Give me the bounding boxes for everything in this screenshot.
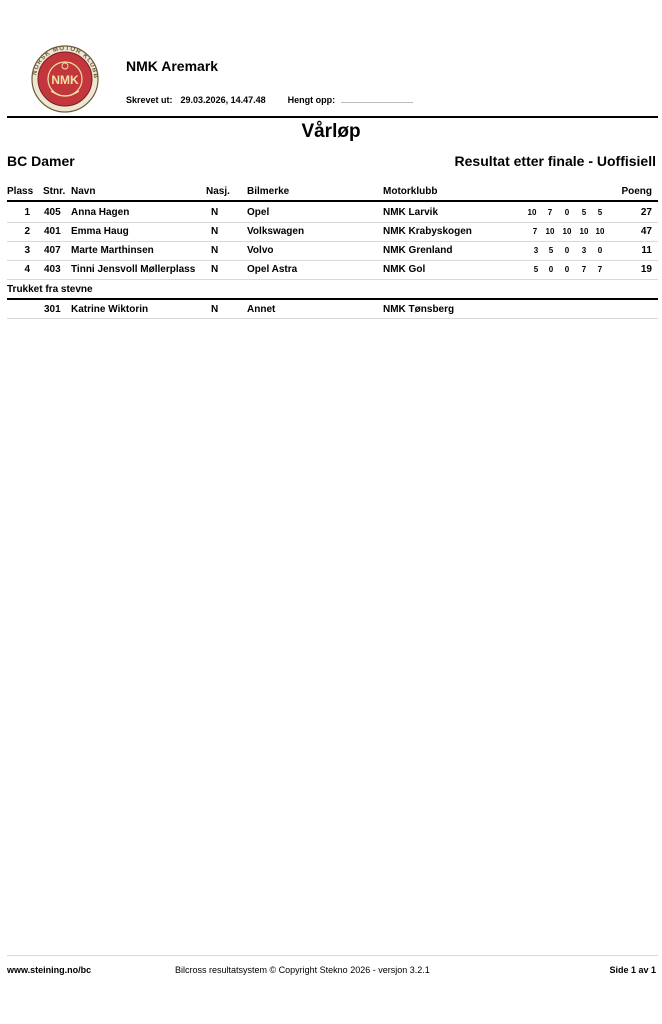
row-divider xyxy=(7,279,658,280)
result-status: Resultat etter finale - Uoffisiell xyxy=(454,153,656,169)
row2-klubb: NMK Krabyskogen xyxy=(383,226,472,237)
row3-poeng: 11 xyxy=(641,245,652,256)
row1-navn: Anna Hagen xyxy=(71,207,130,218)
hung-blank-line xyxy=(341,93,413,103)
withdrawn-divider xyxy=(7,298,658,300)
row1-stnr: 405 xyxy=(44,207,61,218)
row3-plass: 3 xyxy=(24,245,30,256)
col-bilmerke: Bilmerke xyxy=(247,186,290,197)
col-navn: Navn xyxy=(71,186,96,197)
logo-text: NMK xyxy=(51,73,79,87)
row1-heat4: 5 xyxy=(581,208,587,217)
written-value: 29.03.2026, 14.47.48 xyxy=(180,95,266,105)
row3-klubb: NMK Grenland xyxy=(383,245,453,256)
withdrawn-stnr: 301 xyxy=(44,304,61,315)
row3-heat3: 0 xyxy=(564,246,570,255)
row4-heat1: 5 xyxy=(533,265,539,274)
table-header-divider xyxy=(7,200,658,202)
row2-stnr: 401 xyxy=(44,226,61,237)
row2-heat2: 10 xyxy=(545,227,555,236)
row3-heat2: 5 xyxy=(548,246,554,255)
row3-bilmerke: Volvo xyxy=(247,245,274,256)
withdrawn-heading: Trukket fra stevne xyxy=(7,284,93,295)
withdrawn-bilmerke: Annet xyxy=(247,304,276,315)
row4-heat2: 0 xyxy=(548,265,554,274)
row-divider xyxy=(7,260,658,261)
club-logo xyxy=(31,45,99,113)
header-divider xyxy=(7,116,658,118)
col-nasj: Nasj. xyxy=(206,186,230,197)
col-motorklubb: Motorklubb xyxy=(383,186,438,197)
row2-plass: 2 xyxy=(24,226,30,237)
hung-label: Hengt opp: xyxy=(287,95,336,105)
written-label: Skrevet ut: xyxy=(126,95,173,105)
organizer-name: NMK Aremark xyxy=(126,58,219,74)
col-plass: Plass xyxy=(7,186,34,197)
row2-heat1: 7 xyxy=(532,227,538,236)
col-stnr: Stnr. xyxy=(43,186,66,197)
row2-heat4: 10 xyxy=(579,227,589,236)
row2-heat3: 10 xyxy=(562,227,572,236)
row1-plass: 1 xyxy=(24,207,30,218)
row1-poeng: 27 xyxy=(640,207,652,218)
row1-bilmerke: Opel xyxy=(247,207,270,218)
logo-ring-text: NORSK MOTOR KLUBB xyxy=(31,45,99,80)
row2-navn: Emma Haug xyxy=(71,226,129,237)
footer-page: Side 1 av 1 xyxy=(609,965,656,975)
footer-divider xyxy=(7,955,658,956)
row2-heat5: 10 xyxy=(595,227,605,236)
row3-heat4: 3 xyxy=(581,246,587,255)
event-title: Vårløp xyxy=(301,121,361,142)
row4-heat3: 0 xyxy=(564,265,570,274)
col-poeng: Poeng xyxy=(621,186,652,197)
row3-heat1: 3 xyxy=(533,246,539,255)
row1-heat5: 5 xyxy=(597,208,603,217)
row1-heat1: 10 xyxy=(527,208,537,217)
print-meta xyxy=(126,93,413,105)
row3-nasj: N xyxy=(211,245,219,256)
class-name: BC Damer xyxy=(7,153,75,169)
row1-heat2: 7 xyxy=(547,208,553,217)
row-divider xyxy=(7,318,658,319)
row2-poeng: 47 xyxy=(640,226,652,237)
withdrawn-navn: Katrine Wiktorin xyxy=(71,304,149,315)
withdrawn-nasj: N xyxy=(211,304,219,315)
row3-heat5: 0 xyxy=(597,246,603,255)
row-divider xyxy=(7,241,658,242)
row4-poeng: 19 xyxy=(640,264,652,275)
row2-nasj: N xyxy=(211,226,219,237)
row1-klubb: NMK Larvik xyxy=(383,207,439,218)
row3-stnr: 407 xyxy=(44,245,61,256)
row4-stnr: 403 xyxy=(44,264,61,275)
row4-klubb: NMK Gol xyxy=(383,264,426,275)
row4-heat4: 7 xyxy=(581,265,587,274)
row4-nasj: N xyxy=(211,264,219,275)
withdrawn-klubb: NMK Tønsberg xyxy=(383,304,455,315)
row1-nasj: N xyxy=(211,207,219,218)
row2-bilmerke: Volkswagen xyxy=(247,226,305,237)
row4-navn: Tinni Jensvoll Møllerplass xyxy=(71,264,196,275)
row-divider xyxy=(7,222,658,223)
row4-bilmerke: Opel Astra xyxy=(247,264,298,275)
row4-plass: 4 xyxy=(24,264,30,275)
footer-copyright: Bilcross resultatsystem © Copyright Stekno 2026 - versjon 3.2.1 xyxy=(175,965,430,975)
row1-heat3: 0 xyxy=(564,208,570,217)
row4-heat5: 7 xyxy=(597,265,603,274)
footer-website[interactable]: www.steining.no/bc xyxy=(7,965,92,975)
row3-navn: Marte Marthinsen xyxy=(71,245,154,256)
